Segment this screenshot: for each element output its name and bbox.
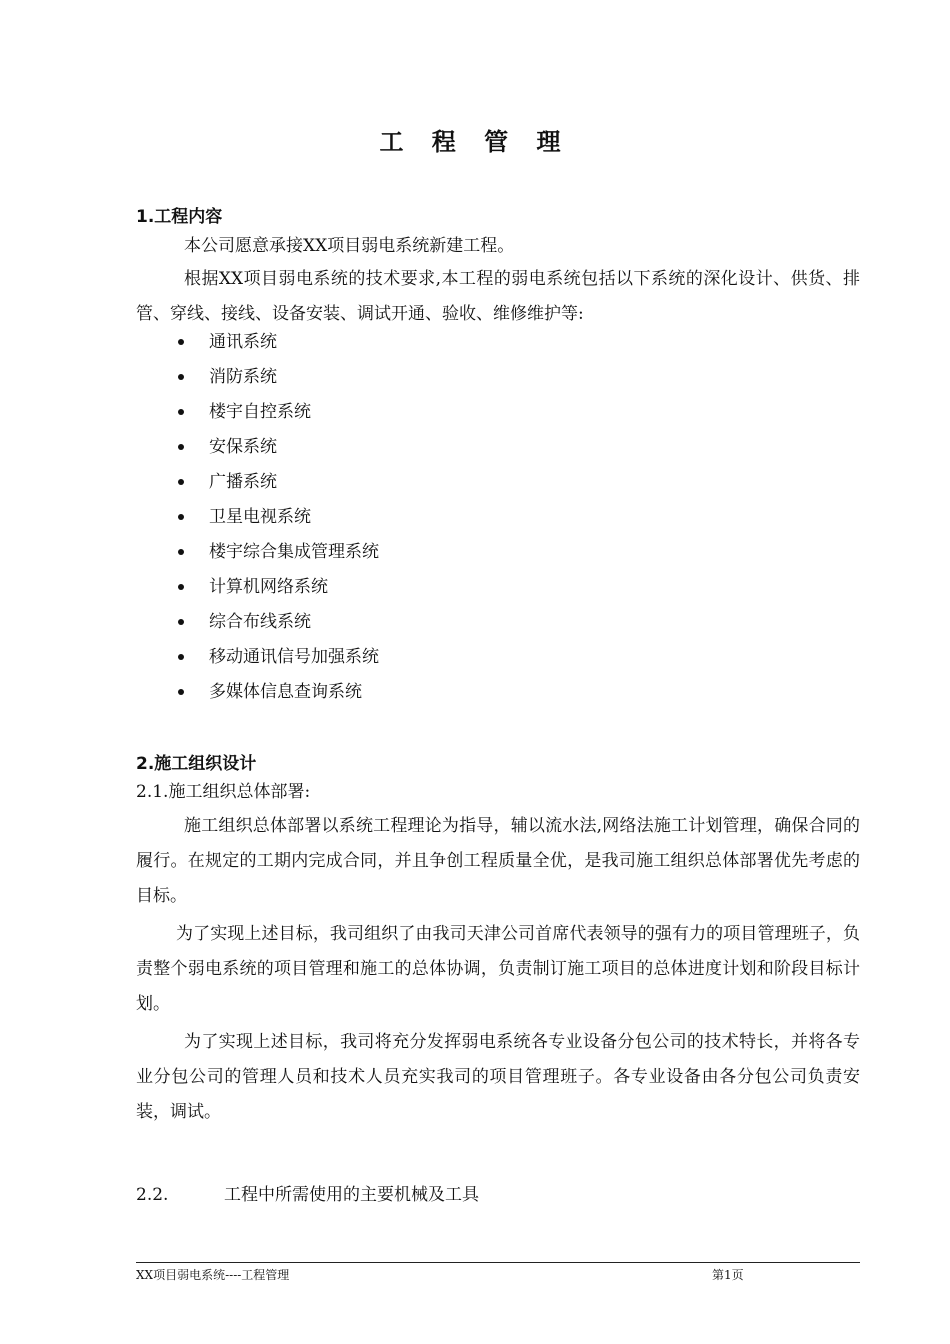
list-item: 楼宇自控系统 — [178, 395, 379, 430]
bullet-icon — [178, 339, 184, 345]
bullet-icon — [178, 374, 184, 380]
bullet-icon — [178, 619, 184, 625]
bullet-icon — [178, 654, 184, 660]
list-item: 移动通讯信号加强系统 — [178, 640, 379, 675]
bullet-icon — [178, 444, 184, 450]
section1-heading: 1.工程内容 — [136, 207, 223, 227]
systems-list — [178, 325, 379, 710]
sub2-text: 工程中所需使用的主要机械及工具 — [224, 1185, 479, 1205]
section2-para3: 为了实现上述目标，我司将充分发挥弱电系统各专业设备分包公司的技术特长，并将各专业分包公司的管理人员和技术人员充实我司的项目管理班子。各专业设备由各分包公司负责安装，调试。 — [136, 1032, 860, 1122]
section2-sub2-heading — [136, 1180, 479, 1205]
bullet-icon — [178, 584, 184, 590]
section1-para1: 本公司愿意承接XX项目弱电系统新建工程。 — [184, 236, 515, 256]
bullet-icon — [178, 549, 184, 555]
footer-doc-title: XX项目弱电系统----工程管理 — [136, 1268, 290, 1282]
section2-para1: 施工组织总体部署以系统工程理论为指导，辅以流水法,网络法施工计划管理，确保合同的履行。在规定的工期内完成合同，并且争创工程质量全优，是我司施工组织总体部署优先考虑的目标。 — [136, 816, 860, 906]
list-item: 综合布线系统 — [178, 605, 379, 640]
list-item: 多媒体信息查询系统 — [178, 675, 379, 710]
page-title: 工 程 管 理 — [379, 128, 571, 156]
bullet-icon — [178, 689, 184, 695]
section2-sub1-heading: 2.1.施工组织总体部署: — [136, 782, 311, 802]
list-item: 楼宇综合集成管理系统 — [178, 535, 379, 570]
section2-heading: 2.施工组织设计 — [136, 754, 257, 774]
list-item: 通讯系统 — [178, 325, 379, 360]
footer-divider — [136, 1262, 860, 1263]
list-item: 消防系统 — [178, 360, 379, 395]
bullet-icon — [178, 409, 184, 415]
list-item: 安保系统 — [178, 430, 379, 465]
bullet-icon — [178, 514, 184, 520]
list-item: 卫星电视系统 — [178, 500, 379, 535]
section2-para2: 为了实现上述目标，我司组织了由我司天津公司首席代表领导的强有力的项目管理班子，负责整个弱电系统的项目管理和施工的总体协调，负责制订施工项目的总体进度计划和阶段目标计划。 — [136, 924, 860, 1014]
list-item: 广播系统 — [178, 465, 379, 500]
list-item: 计算机网络系统 — [178, 570, 379, 605]
footer-page-number: 第1页 — [712, 1268, 744, 1282]
bullet-icon — [178, 479, 184, 485]
sub2-number: 2.2. — [136, 1185, 169, 1205]
section1-para2: 根据XX项目弱电系统的技术要求,本工程的弱电系统包括以下系统的深化设计、供货、排管、穿线、接线、设备安装、调试开通、验收、维修维护等: — [136, 269, 860, 324]
